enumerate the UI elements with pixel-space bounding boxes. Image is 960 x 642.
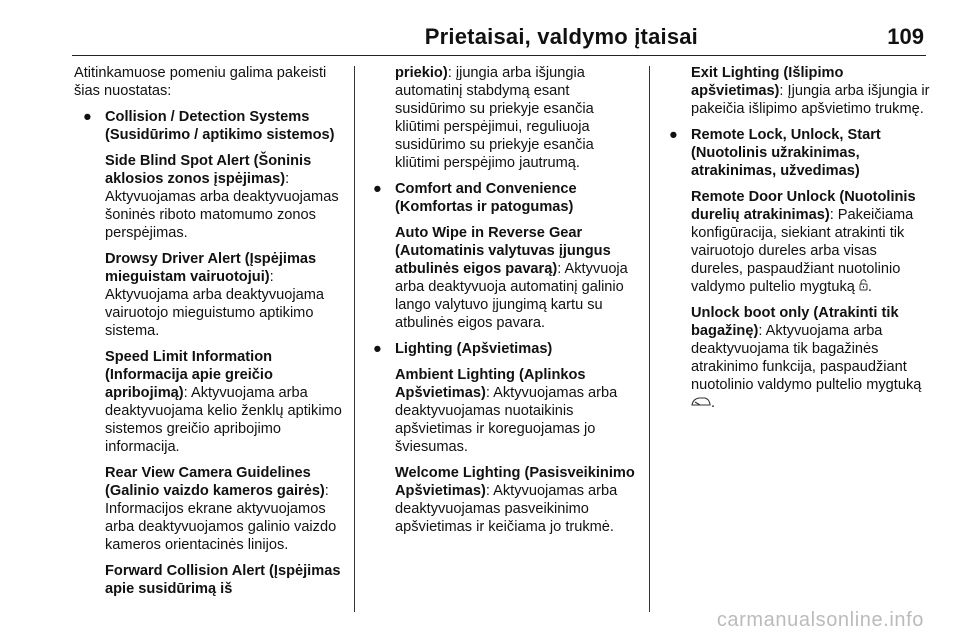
unlock-padlock-icon bbox=[859, 278, 868, 296]
item-drowsy-driver bbox=[105, 250, 346, 340]
item-text: : Aktyvuojamas arba deaktyvuojamas pasveikinimo apšvietimas ir keičiama jo trukmė. bbox=[395, 483, 618, 535]
column-2 bbox=[364, 64, 639, 536]
intro-text: Atitinkamuose pomeniu galima pakeisti šias nuostatas: bbox=[74, 65, 327, 99]
item-title: Speed Limit Information (Informacija apie greičio apribojimą) bbox=[105, 349, 273, 401]
item-welcome-lighting bbox=[395, 464, 639, 536]
bullet-remote-lock bbox=[660, 126, 932, 412]
item-text: : Aktyvuojamas arba deaktyvuojamas šoninės riboto matomumo zonos perspėjimas. bbox=[105, 171, 339, 241]
item-forward-collision bbox=[105, 562, 346, 598]
bullet-collision-detection bbox=[74, 108, 346, 598]
item-side-blind-spot bbox=[105, 152, 346, 242]
item-remote-door-unlock bbox=[691, 188, 932, 296]
column-3 bbox=[660, 64, 932, 412]
bullet-lighting bbox=[364, 340, 639, 536]
item-text: : Aktyvuojama arba deaktyvuojama vairuotojo mieguistumo aptikimo sistema. bbox=[105, 269, 325, 339]
item-unlock-boot bbox=[691, 304, 932, 412]
watermark: carmanualsonline.info bbox=[716, 609, 924, 631]
item-text: : Aktyvuojamas arba deaktyvuojamas nuotaikinis apšvietimas ir koreguojamas jo šviesumas. bbox=[395, 385, 618, 455]
bullet-heading: Remote Lock, Unlock, Start (Nuotolinis užrakinimas, atrakinimas, užvedimas) bbox=[691, 127, 881, 179]
item-text: : Informacijos ekrane aktyvuojamos arba deaktyvuojamos galinio vaizdo kameros orientacinės linijos. bbox=[105, 483, 337, 553]
bullet-comfort-convenience bbox=[364, 180, 639, 332]
column-1 bbox=[74, 64, 346, 598]
item-title: Exit Lighting (Išlipimo apšvietimas) bbox=[691, 65, 844, 99]
item-title: Unlock boot only (Atrakinti tik bagažinę) bbox=[691, 305, 899, 339]
boot-release-icon bbox=[691, 394, 711, 412]
item-text: : Aktyvuoja arba deaktyvuoja automatinį galinio lango valytuvo įjungimą kartu su atbulinės eigos pavara. bbox=[395, 261, 628, 331]
header-title: Prietaisai, valdymo įtaisai bbox=[424, 24, 698, 49]
bullet-heading: Comfort and Convenience (Komfortas ir patogumas) bbox=[395, 181, 577, 215]
forward-collision-continuation bbox=[364, 64, 639, 172]
item-title: Drowsy Driver Alert (Įspėjimas mieguistam vairuotojui) bbox=[105, 251, 317, 285]
item-exit-lighting bbox=[660, 64, 932, 118]
item-title: Ambient Lighting (Aplinkos Apšvietimas) bbox=[395, 367, 586, 401]
item-text: : Aktyvuojama arba deaktyvuojama tik bagažinės atrakinimo funkcija, paspaudžiant nuotolinio valdymo pultelio mygtuką bbox=[691, 323, 922, 393]
end-period: . bbox=[711, 395, 716, 411]
item-ambient-lighting bbox=[395, 366, 639, 456]
item-speed-limit bbox=[105, 348, 346, 456]
item-title: Auto Wipe in Reverse Gear (Automatinis valytuvas įjungus atbulinės eigos pavarą) bbox=[395, 225, 611, 277]
bullet-heading: Lighting (Apšvietimas) bbox=[395, 341, 553, 357]
item-title: priekio) bbox=[395, 65, 448, 81]
item-title: Welcome Lighting (Pasisveikinimo Apšvietimas) bbox=[395, 465, 635, 499]
bullet-dot: ● bbox=[83, 109, 92, 125]
item-title: Forward Collision Alert (Įspėjimas apie susidūrimą iš bbox=[105, 563, 341, 597]
bullet-dot: ● bbox=[373, 341, 382, 357]
item-text: : Aktyvuojama arba deaktyvuojama kelio ženklų aptikimo sistemos greičio apribojimo informacija. bbox=[105, 385, 342, 455]
end-period: . bbox=[867, 279, 872, 295]
item-text: : Įjungia arba išjungia ir pakeičia išlipimo apšvietimo trukmę. bbox=[691, 83, 930, 117]
header-rule bbox=[72, 55, 926, 56]
item-title: Rear View Camera Guidelines (Galinio vaizdo kameros gairės) bbox=[105, 465, 325, 499]
item-title: Remote Door Unlock (Nuotolinis durelių atrakinimas) bbox=[691, 189, 916, 223]
item-rear-view-camera bbox=[105, 464, 346, 554]
item-text: : įjungia arba išjungia automatinį stabdymą esant susidūrimo su priekyje esančia kliūtimi perspėjimui, reguliuoja susidūrimo su priekyje esančia kliūtimi perspėjimo jautrumą. bbox=[395, 65, 594, 171]
item-text: : Pakeičiama konfigūracija, siekiant atrakinti tik vairuotojo dureles arba visas dureles, paspaudžiant nuotolinio valdymo pultelio mygtuką bbox=[691, 207, 914, 295]
item-auto-wipe bbox=[395, 224, 639, 332]
bullet-dot: ● bbox=[669, 127, 678, 143]
item-title: Side Blind Spot Alert (Šoninis aklosios zonos įspėjimas) bbox=[105, 153, 312, 187]
column-divider-right bbox=[649, 66, 650, 612]
column-divider-left bbox=[354, 66, 355, 612]
bullet-dot: ● bbox=[373, 181, 382, 197]
bullet-heading: Collision / Detection Systems (Susidūrimo / aptikimo sistemos) bbox=[105, 109, 335, 143]
page-number: 109 bbox=[887, 24, 924, 49]
